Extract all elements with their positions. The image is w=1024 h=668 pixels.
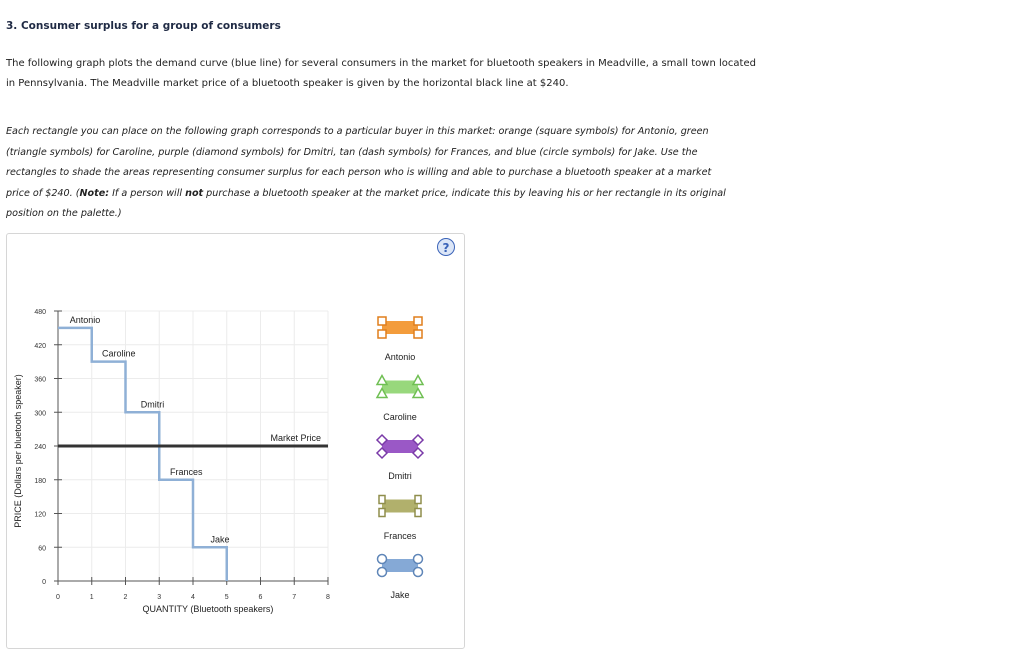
palette-rect-caroline <box>382 381 418 394</box>
x-tick-label: 2 <box>123 594 128 601</box>
instr-line-5: position on the palette.) <box>6 208 122 219</box>
palette-rect-antonio <box>382 321 418 334</box>
question-title: 3. Consumer surplus for a group of consumers <box>6 20 281 32</box>
palette-item-frances[interactable] <box>379 496 421 517</box>
palette-handle-dash <box>415 496 421 504</box>
palette-label-caroline: Caroline <box>383 411 417 422</box>
y-tick-label: 180 <box>34 477 46 485</box>
y-axis-title: PRICE (Dollars per bluetooth speaker) <box>13 374 23 528</box>
palette-handle-square <box>414 330 422 338</box>
palette-handle-circle <box>414 555 423 564</box>
x-tick-label: 1 <box>89 594 94 601</box>
palette-item-antonio[interactable] <box>378 317 422 338</box>
chart-labels <box>13 315 321 614</box>
x-tick-label: 0 <box>56 594 60 601</box>
palette-handle-circle <box>414 568 423 577</box>
market-price-label: Market Price <box>270 433 321 443</box>
y-tick-label: 360 <box>34 376 46 384</box>
intro-line-1: The following graph plots the demand curve (blue line) for several consumers in the market for bluetooth speakers in Meadville, a small town located <box>6 58 756 69</box>
demand-label-dmitri: Dmitri <box>140 399 165 410</box>
demand-label-frances: Frances <box>169 466 203 477</box>
palette-handle-square <box>378 317 386 325</box>
x-tick-label: 6 <box>258 594 263 601</box>
demand-label-jake: Jake <box>210 534 230 545</box>
palette-item-dmitri[interactable] <box>377 435 423 458</box>
demand-label-antonio: Antonio <box>69 314 101 325</box>
instr-line-2: (triangle symbols) for Caroline, purple (diamond symbols) for Dmitri, tan (dash symbols) for Frances, and blue (circle symbols) for Jake. Use the <box>6 146 698 158</box>
y-tick-label: 0 <box>42 579 46 586</box>
help-button[interactable]: ? <box>437 238 455 256</box>
y-tick-label: 420 <box>34 342 46 350</box>
axes <box>34 309 330 601</box>
palette-handle-square <box>414 317 422 325</box>
y-tick-label: 120 <box>34 511 46 519</box>
x-axis-title: QUANTITY (Bluetooth speakers) <box>142 604 274 614</box>
palette-label-frances: Frances <box>383 530 417 541</box>
y-tick-label: 240 <box>34 444 46 451</box>
palette-label-jake: Jake <box>390 590 410 600</box>
x-tick-label: 8 <box>326 594 330 601</box>
y-tick-label: 60 <box>38 545 46 553</box>
palette-item-caroline[interactable] <box>377 376 423 398</box>
palette-handle-dash <box>379 496 385 504</box>
palette-handle-dash <box>379 509 385 517</box>
palette-handle-circle <box>378 568 387 577</box>
instr-line-4: price of $240. (Note: If a person will not purchase a bluetooth speaker at the market price, indicate this by leaving his or her rectangle in its original <box>6 187 726 199</box>
palette-item-jake[interactable] <box>378 555 423 577</box>
x-tick-label: 7 <box>292 594 297 601</box>
instr-line-1: Each rectangle you can place on the following graph corresponds to a particular buyer in this market: orange (square symbols) for Antonio, green <box>6 126 709 137</box>
x-tick-label: 4 <box>191 594 195 601</box>
palette-label-dmitri: Dmitri <box>388 471 412 481</box>
y-tick-label: 480 <box>34 309 46 316</box>
palette-handle-dash <box>415 509 421 517</box>
palette-handle-triangle <box>377 376 387 385</box>
palette-rect-jake <box>382 559 418 572</box>
x-tick-label: 5 <box>224 594 229 601</box>
x-tick-label: 3 <box>157 594 162 601</box>
demand-label-caroline: Caroline <box>101 348 136 359</box>
y-tick-label: 300 <box>34 410 46 418</box>
demand-step-line <box>58 328 230 581</box>
palette-rect-frances <box>382 500 418 513</box>
palette-label-antonio: Antonio <box>384 352 416 362</box>
demand-curve <box>58 328 230 581</box>
intro-line-2: in Pennsylvania. The Meadville market price of a bluetooth speaker is given by the horizontal black line at $240. <box>6 78 569 89</box>
palette-handle-square <box>378 330 386 338</box>
instr-line-3: rectangles to shade the areas representing consumer surplus for each person who is willing and able to purchase a bluetooth speaker at a market <box>6 167 712 178</box>
palette-rect-dmitri <box>382 440 418 453</box>
palette-handle-circle <box>378 555 387 564</box>
palette-handle-triangle <box>413 376 423 385</box>
